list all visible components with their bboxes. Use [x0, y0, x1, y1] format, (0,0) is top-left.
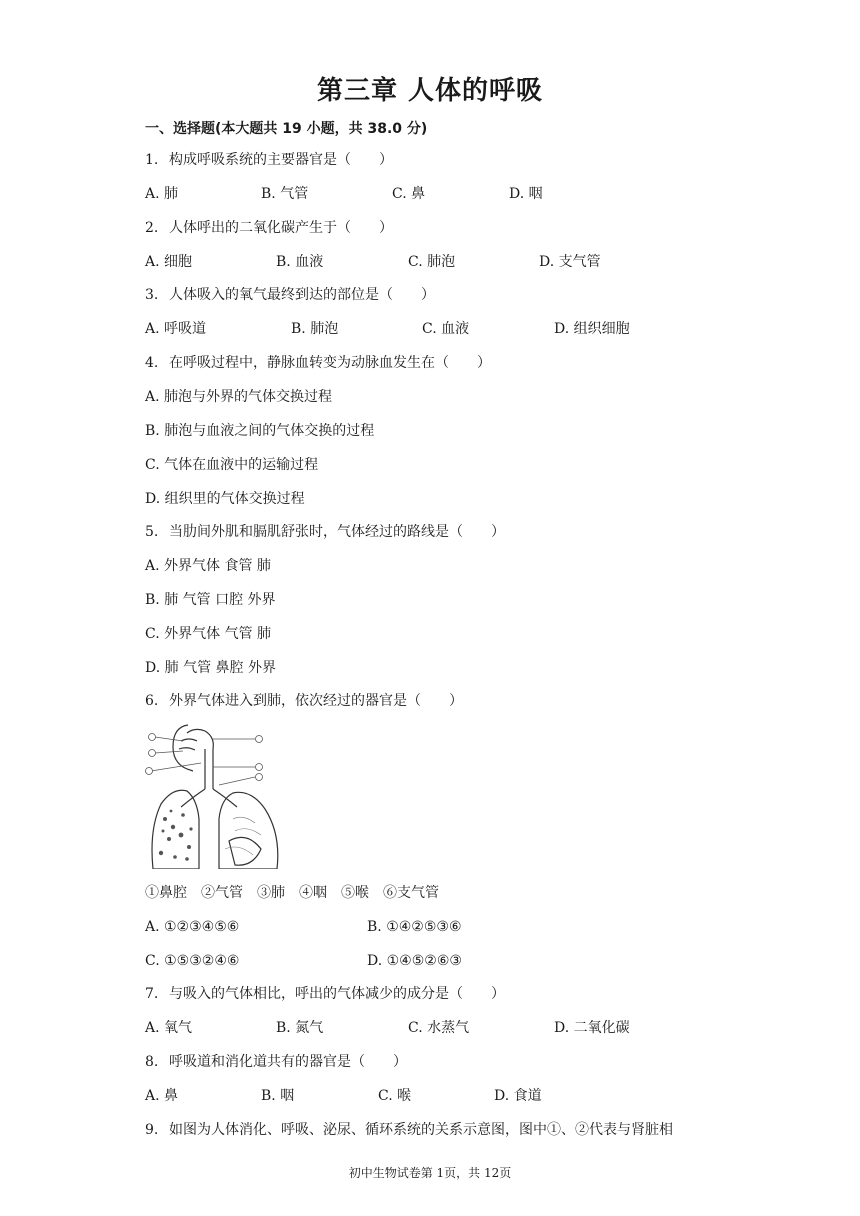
respiratory-system-figure — [143, 719, 293, 869]
option-c: C. 外界气体 气管 肺 — [145, 626, 272, 642]
option-a: A. 呼吸道 — [145, 321, 207, 337]
question-8 — [145, 1053, 407, 1071]
option-a: A. 细胞 — [145, 254, 193, 270]
question-9 — [145, 1121, 673, 1139]
question-text: 外界气体进入到肺，依次经过的器官是（ ） — [169, 693, 463, 709]
option-b: B. 肺 气管 口腔 外界 — [145, 592, 276, 608]
question-text: 人体吸入的氧气最终到达的部位是（ ） — [169, 287, 435, 303]
option-d: D. ①④⑤②⑥③ — [367, 953, 462, 969]
option-a: A. 肺泡与外界的气体交换过程 — [145, 389, 333, 405]
option-c: C. 水蒸气 — [408, 1020, 470, 1036]
option-a: A. ①②③④⑤⑥ — [145, 919, 240, 935]
question-7 — [145, 985, 505, 1003]
question-text: 当肋间外肌和膈肌舒张时，气体经过的路线是（ ） — [169, 524, 505, 540]
option-b: B. 血液 — [276, 254, 324, 270]
question-number: 3. — [145, 287, 159, 303]
question-number: 7. — [145, 986, 159, 1002]
page-footer: 初中生物试卷第 1页，共 12页 — [348, 1166, 512, 1180]
option-a: A. 肺 — [145, 186, 179, 202]
question-5 — [145, 523, 505, 541]
option-d: D. 咽 — [509, 186, 543, 202]
option-d: D. 肺 气管 鼻腔 外界 — [145, 660, 276, 676]
option-a: A. 鼻 — [145, 1088, 179, 1104]
page-title: 第三章 人体的呼吸 — [316, 76, 544, 106]
option-d: D. 食道 — [494, 1088, 542, 1104]
option-c: C. 血液 — [422, 321, 470, 337]
question-4 — [145, 354, 491, 372]
option-b: B. 气管 — [261, 186, 309, 202]
option-b: B. 肺泡与血液之间的气体交换的过程 — [145, 423, 375, 439]
option-c: C. 鼻 — [392, 186, 426, 202]
option-c: C. 喉 — [378, 1088, 412, 1104]
option-c: C. 气体在血液中的运输过程 — [145, 457, 319, 473]
question-text: 呼吸道和消化道共有的器官是（ ） — [169, 1054, 407, 1070]
option-d: D. 二氧化碳 — [554, 1020, 630, 1036]
question-number: 2. — [145, 220, 159, 236]
question-1 — [145, 151, 393, 169]
question-text: 如图为人体消化、呼吸、泌尿、循环系统的关系示意图，图中①、②代表与肾脏相 — [169, 1122, 673, 1138]
option-d: D. 组织细胞 — [554, 321, 630, 337]
question-text: 在呼吸过程中，静脉血转变为动脉血发生在（ ） — [169, 355, 491, 371]
option-c: C. ①⑤③②④⑥ — [145, 953, 240, 969]
question-number: 1. — [145, 152, 159, 168]
question-3 — [145, 286, 435, 304]
option-b: B. 咽 — [261, 1088, 295, 1104]
question-number: 4. — [145, 355, 159, 371]
option-d: D. 支气管 — [539, 254, 601, 270]
figure-legend: ①鼻腔 ②气管 ③肺 ④咽 ⑤喉 ⑥支气管 — [145, 885, 439, 901]
question-text: 构成呼吸系统的主要器官是（ ） — [169, 152, 393, 168]
section-heading: 一、选择题(本大题共 19 小题，共 38.0 分) — [145, 121, 428, 137]
option-a: A. 氧气 — [145, 1020, 193, 1036]
question-number: 5. — [145, 524, 159, 540]
question-number: 9. — [145, 1122, 159, 1138]
question-text: 人体呼出的二氧化碳产生于（ ） — [169, 220, 393, 236]
question-2 — [145, 219, 393, 237]
question-number: 8. — [145, 1054, 159, 1070]
question-6 — [145, 692, 463, 710]
option-a: A. 外界气体 食管 肺 — [145, 558, 271, 574]
question-number: 6. — [145, 693, 159, 709]
option-d: D. 组织里的气体交换过程 — [145, 491, 305, 507]
option-c: C. 肺泡 — [408, 254, 456, 270]
option-b: B. 肺泡 — [291, 321, 339, 337]
option-b: B. ①④②⑤③⑥ — [367, 919, 462, 935]
question-text: 与吸入的气体相比，呼出的气体减少的成分是（ ） — [169, 986, 505, 1002]
option-b: B. 氮气 — [276, 1020, 324, 1036]
